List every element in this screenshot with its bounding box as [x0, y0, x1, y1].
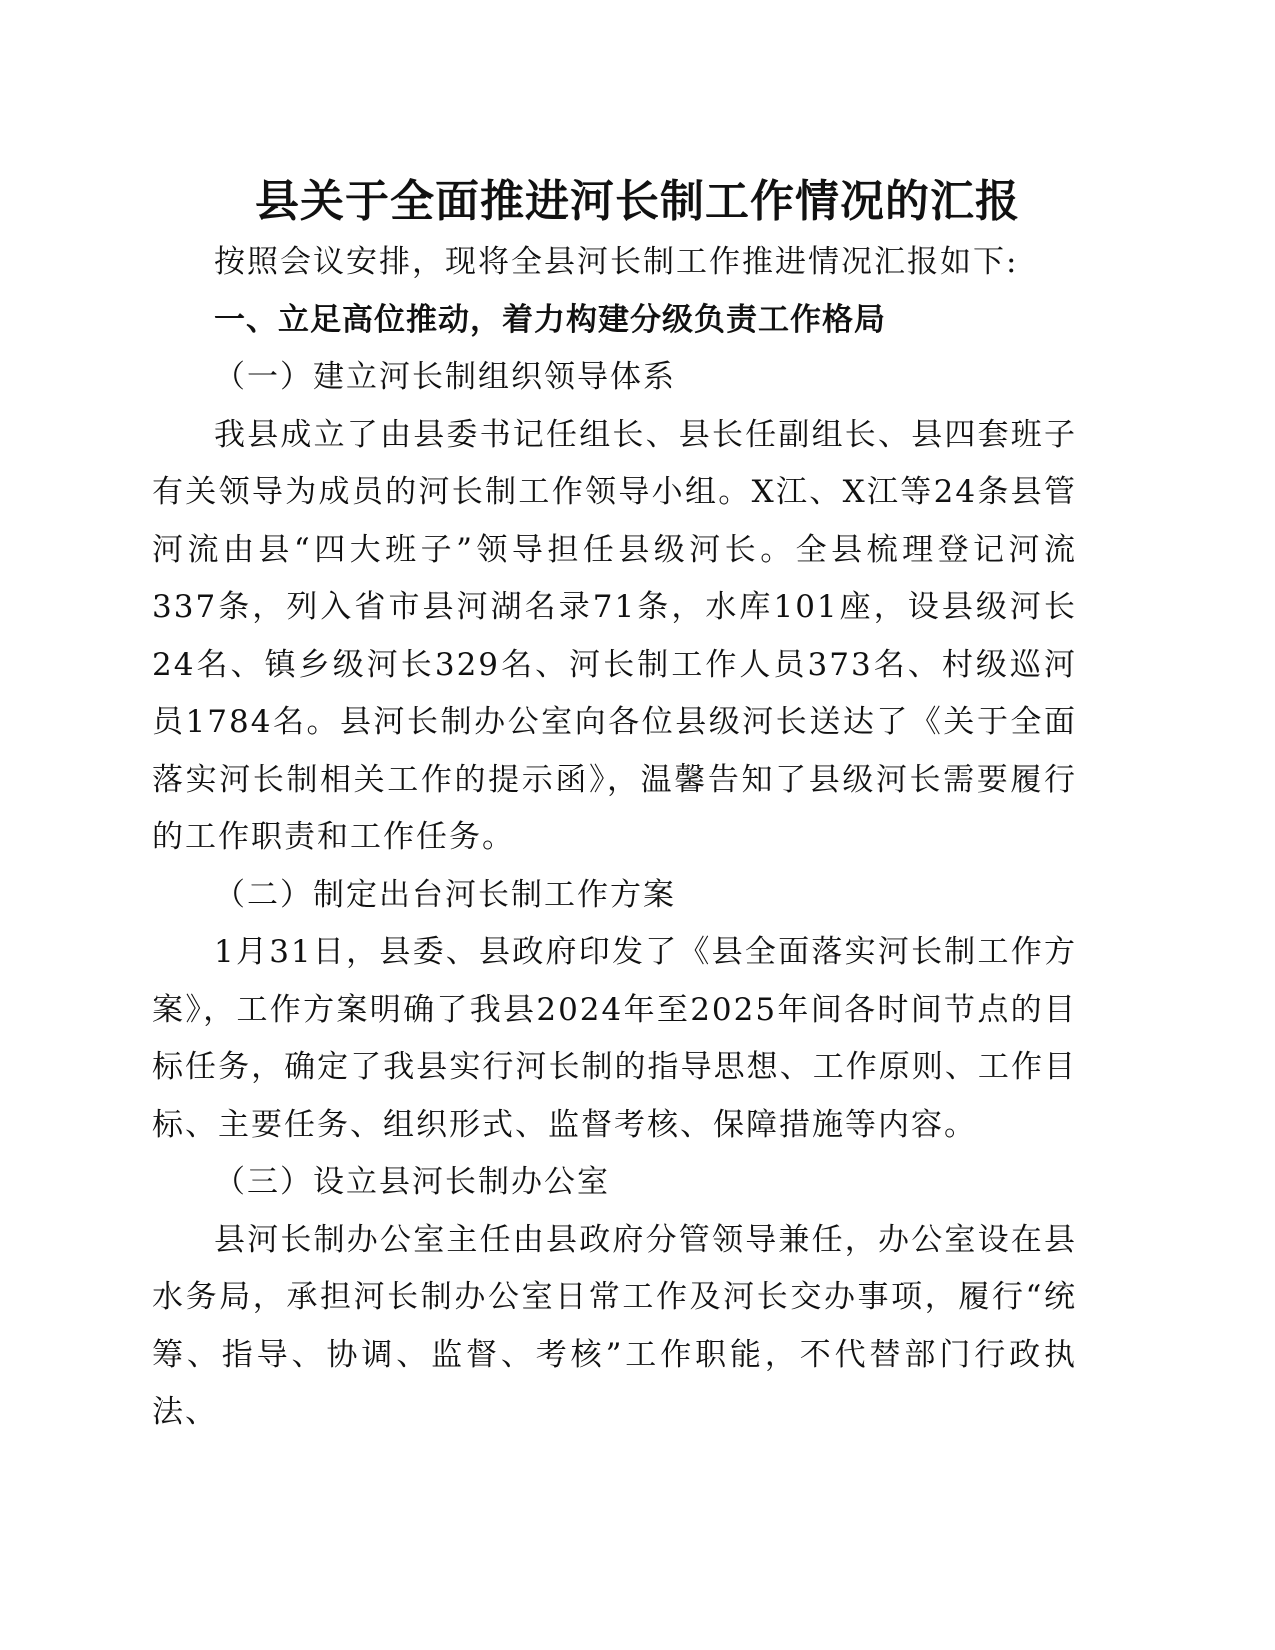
subsection-3-paragraph: 县河长制办公室主任由县政府分管领导兼任，办公室设在县水务局，承担河长制办公室日常工作及河长交办事项，履行“统筹、指导、协调、监督、考核”工作职能，不代替部门行政执法、: [152, 1221, 1077, 1430]
document-title: 县关于全面推进河长制工作情况的汇报: [255, 176, 1020, 227]
subsection-1-heading: （一）建立河长制组织领导体系: [214, 359, 676, 395]
subsection-2-heading: （二）制定出台河长制工作方案: [214, 876, 676, 913]
intro-paragraph: 按照会议安排，现将全县河长制工作推进情况汇报如下:: [214, 244, 1019, 280]
subsection-2-paragraph: 1月31日，县委、县政府印发了《县全面落实河长制工作方案》，工作方案明确了我县2024年至2025年间各时间节点的目标任务，确定了我县实行河长制的指导思想、工作原则、工作目标、主要任务、组织形式、监督考核、保障措施等内容。: [152, 934, 1077, 1143]
document-body: [152, 234, 1077, 1442]
subsection-3-heading: （三）设立县河长制办公室: [214, 1164, 610, 1200]
subsection-1-paragraph: 我县成立了由县委书记任组长、县长任副组长、县四套班子有关领导为成员的河长制工作领导小组。X江、X江等24条县管河流由县“四大班子”领导担任县级河长。全县梳理登记河流337条，列入省市县河湖名录71条，水库101座，设县级河长24名、镇乡级河长329名、河长制工作人员373名、村级巡河员1784名。县河长制办公室向各位县级河长送达了《关于全面落实河长制相关工作的提示函》，温馨告知了县级河长需要履行的工作职责和工作任务。: [152, 416, 1077, 855]
section-1-heading: 一、立足高位推动，着力构建分级负责工作格局: [214, 301, 886, 338]
